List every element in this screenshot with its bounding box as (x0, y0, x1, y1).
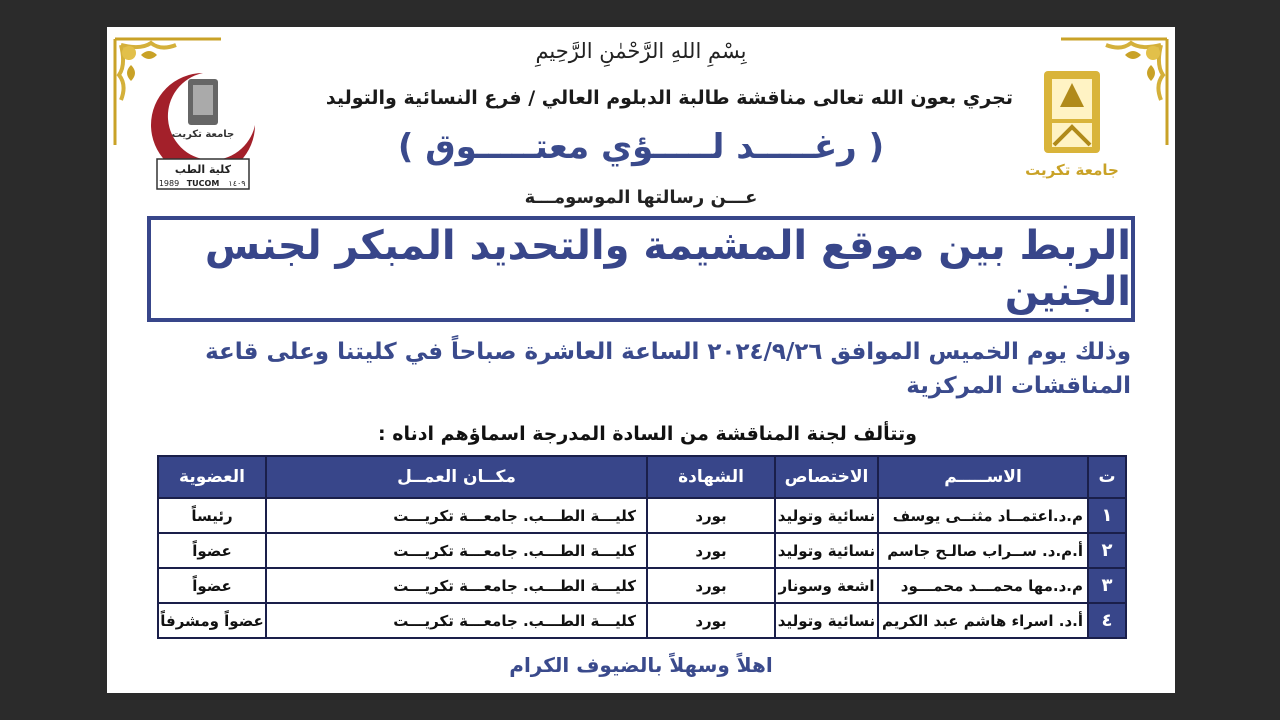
welcome-footer: اهلاً وسهلاً بالضيوف الكرام (509, 653, 773, 677)
left-logo-college-label: كلية الطب (174, 163, 232, 176)
member-specialty: نسائية وتوليد (775, 533, 878, 568)
member-workplace: كليـــة الطـــب. جامعـــة تكريـــت (266, 498, 647, 533)
member-degree: بورد (647, 533, 775, 568)
invitation-page (107, 27, 1175, 693)
header-specialty: الاختصاص (775, 456, 878, 498)
member-specialty: اشعة وسونار (775, 568, 878, 603)
member-name: م.د.مها محمـــد محمـــود (878, 568, 1088, 603)
student-name: ( رغـــــد لـــــؤي معتـــــوق ) (397, 127, 885, 167)
right-logo-university-label: جامعة تكريت (1025, 161, 1119, 179)
member-role: عضواً (158, 568, 266, 603)
table-row (158, 533, 1126, 568)
header-name: الاســـــم (878, 456, 1088, 498)
header-degree: الشهادة (647, 456, 775, 498)
header-membership: العضوية (158, 456, 266, 498)
table-row (158, 498, 1126, 533)
member-role: عضواً ومشرفاً (158, 603, 266, 638)
member-workplace: كليـــة الطـــب. جامعـــة تكريـــت (266, 533, 647, 568)
member-name: أ.م.د. ســراب صالـح جاسم (878, 533, 1088, 568)
table-row (158, 568, 1126, 603)
thesis-subtitle: عـــن رسالتها الموسومـــة (524, 187, 758, 208)
member-role: عضواً (158, 533, 266, 568)
header-workplace: مكــان العمــل (266, 456, 647, 498)
member-specialty: نسائية وتوليد (775, 603, 878, 638)
intro-line: تجري بعون الله تعالى مناقشة طالبة الدبلوم العالي / فرع النسائية والتوليد (325, 87, 1013, 109)
member-specialty: نسائية وتوليد (775, 498, 878, 533)
committee-table (157, 455, 1127, 639)
left-logo-hijri-year: ١٤٠٩ (228, 179, 246, 188)
thesis-title-box (147, 216, 1135, 322)
header-index: ت (1088, 456, 1126, 498)
left-logo-abbr: TUCOM (186, 179, 220, 188)
member-degree: بورد (647, 568, 775, 603)
table-row (158, 603, 1126, 638)
table-header-row (158, 456, 1126, 498)
row-index: ٣ (1088, 568, 1126, 603)
schedule-text: وذلك يوم الخميس الموافق ٢٠٢٤/٩/٢٦ الساعة العاشرة صباحاً في كليتنا وعلى قاعة المناقشات المركزية (205, 339, 1131, 399)
row-index: ٢ (1088, 533, 1126, 568)
member-workplace: كليـــة الطـــب. جامعـــة تكريـــت (266, 568, 647, 603)
member-name: أ.د. اسراء هاشم عبد الكريم (878, 603, 1088, 638)
member-role: رئيساً (158, 498, 266, 533)
basmala: بِسْمِ اللهِ الرَّحْمٰنِ الرَّحِيمِ (535, 39, 747, 63)
member-degree: بورد (647, 498, 775, 533)
member-name: م.د.اعتمــاد مثنــى يوسف (878, 498, 1088, 533)
left-logo-year: 1989 (158, 179, 180, 188)
left-logo-university-label: جامعة تكريت (171, 129, 235, 140)
member-workplace: كليـــة الطـــب. جامعـــة تكريـــت (266, 603, 647, 638)
row-index: ١ (1088, 498, 1126, 533)
thesis-title: الربط بين موقع المشيمة والتحديد المبكر لجنس الجنين (204, 223, 1131, 315)
committee-intro: وتتألف لجنة المناقشة من السادة المدرجة اسماؤهم ادناه : (378, 423, 917, 445)
row-index: ٤ (1088, 603, 1126, 638)
member-degree: بورد (647, 603, 775, 638)
